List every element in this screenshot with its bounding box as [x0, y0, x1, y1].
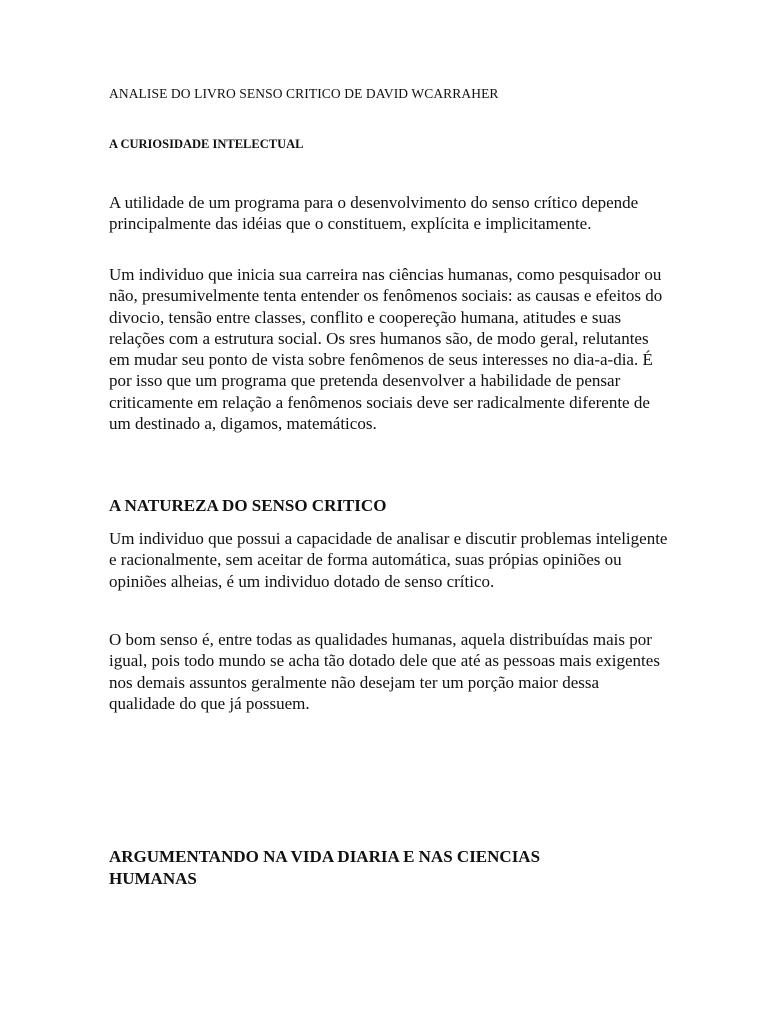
document-title: ANALISE DO LIVRO SENSO CRITICO DE DAVID WCARRAHER [109, 86, 499, 101]
paragraph-utilidade: A utilidade de um programa para o desenvolvimento do senso crítico depende principalmente das idéias que o constituem, explícita e implicitamente. [109, 193, 639, 234]
paragraph-bom-senso: O bom senso é, entre todas as qualidades humanas, aquela distribuídas mais por igual, pois todo mundo se acha tão dotado dele que até as pessoas mais exigentes nos demais assuntos geralmente não desejam ter um porção maior dessa qualidade do que já possuem. [109, 630, 660, 713]
section-heading-natureza: A NATUREZA DO SENSO CRITICO [109, 496, 387, 515]
section-heading-argumentando: ARGUMENTANDO NA VIDA DIARIA E NAS CIENCIAS HUMANAS [109, 847, 541, 888]
section-heading-curiosidade: A CURIOSIDADE INTELECTUAL [109, 137, 304, 151]
paragraph-capacidade: Um individuo que possui a capacidade de analisar e discutir problemas inteligente e racionalmente, sem aceitar de forma automática, suas própias opiniões ou opiniões alheias, é um individuo dotado de senso crítico. [109, 529, 668, 591]
paragraph-individuo-ciencias: Um individuo que inicia sua carreira nas ciências humanas, como pesquisador ou não, presumivelmente tenta entender os fenômenos sociais: as causas e efeitos do divocio, tensão entre classes, conflito e coopereção humana, atitudes e suas relações com a estrutura social. Os sres humanos são, de modo geral, relutantes em mudar seu ponto de vista sobre fenômenos de seus interesses no dia-a-dia. É por isso que um programa que pretenda desenvolver a habilidade de pensar criticamente em relação a fenômenos sociais deve ser radicalmente diferente de um destinado a, digamos, matemáticos. [109, 265, 663, 434]
